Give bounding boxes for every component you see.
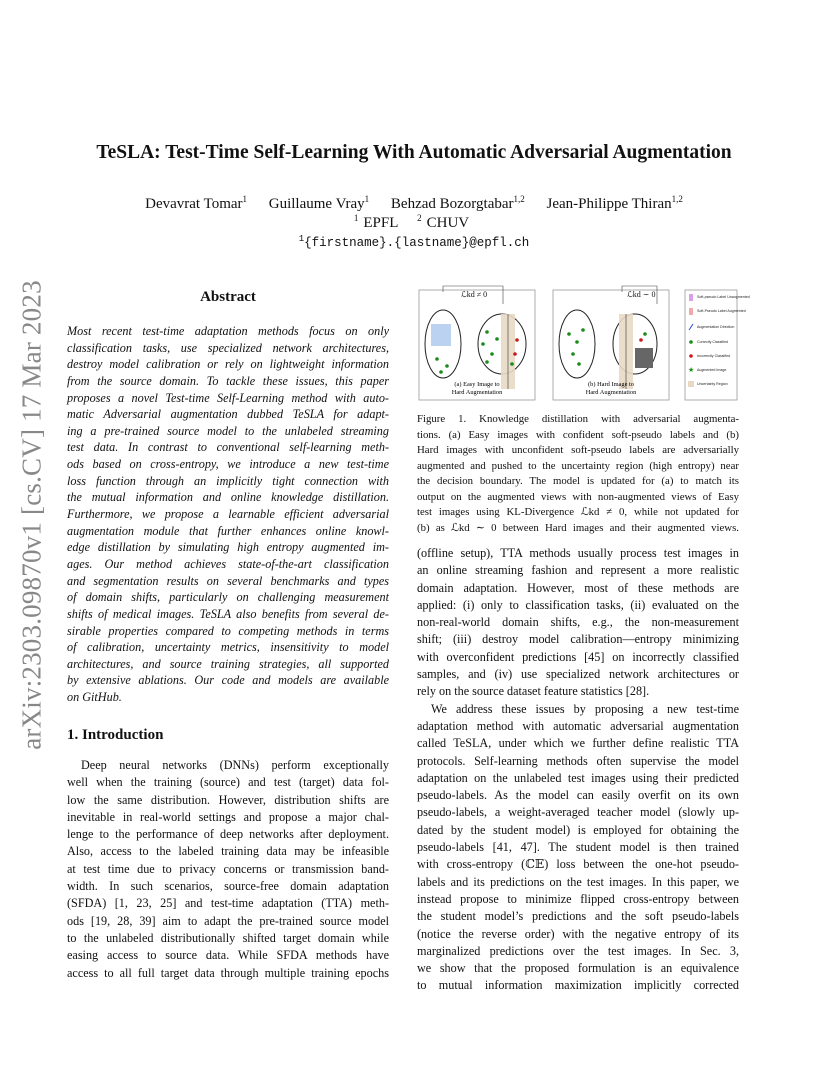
body-line: marginalized predictions over the test images. In Sec. 3, bbox=[417, 943, 739, 958]
body-line: non-real-world domain shifts, e.g., the non-measurement bbox=[417, 615, 739, 630]
caption-line: Figure 1. Knowledge distillation with adversarial augmenta- bbox=[417, 413, 739, 425]
legend-item: Augmented Image bbox=[697, 368, 727, 372]
body-line: shift; (iii) destroy model calibration—entropy minimizing bbox=[417, 632, 739, 647]
body-line: with cross-entropy (ℂ𝔼) loss between the one-hot pseudo- bbox=[417, 857, 739, 872]
intro-line: to the unlabeled distributionally shifted target domain while bbox=[67, 930, 389, 945]
body-line: we show that the proposed formulation is an equivalence bbox=[417, 961, 739, 976]
introduction-body bbox=[67, 757, 389, 982]
body-line: dated by the student model) is employed for obtaining the bbox=[417, 822, 739, 837]
abstract-line: ods based on cross-entropy, we introduce a new test-time bbox=[67, 457, 389, 472]
abstract-line: sirable properties compared to competing methods in terms bbox=[67, 623, 389, 638]
abstract-line: proposes a novel Test-time Self-Learning method with auto- bbox=[67, 390, 389, 405]
body-line: pseudo-labels, a weight-averaged teacher model (slowly up- bbox=[417, 805, 739, 820]
body-line: domain adaptation. However, most of these methods are bbox=[417, 580, 739, 595]
abstract-line: of domain shifts, particularly on challenging measurement bbox=[67, 590, 389, 605]
abstract-line: ages. Our method achieves state-of-the-art classification bbox=[67, 556, 389, 571]
caption-line: Hard images with unconfident soft-pseudo labels are adversarially bbox=[417, 444, 739, 456]
panel-a-label: Hard Augmentation bbox=[451, 389, 503, 396]
abstract-heading: Abstract bbox=[200, 289, 256, 305]
body-line: rely on the source dataset feature statistics [28]. bbox=[417, 684, 650, 699]
body-line: applied: (i) only to classification tasks, (ii) evaluated on the bbox=[417, 597, 739, 612]
intro-line: access to all full target data through multiple training epochs bbox=[67, 965, 389, 980]
intro-line: (SFDA) [1, 23, 25] and test-time adaptation (TTA) meth- bbox=[67, 896, 389, 911]
abstract-line: Furthermore, we propose a learnable efficient adversarial bbox=[67, 507, 389, 522]
intro-line: low the same distribution. However, distribution shifts are bbox=[67, 792, 389, 807]
body-line: pseudo-labels [41, 47]. The student model is then trained bbox=[417, 840, 739, 855]
caption-line: the decision boundary. The model is updated for (a) to match its bbox=[417, 475, 739, 487]
abstract-line: of calibration, uncertainty metrics, insensitivity to model bbox=[67, 640, 389, 655]
body-line: adaptation on the unlabeled test images using their predicted bbox=[417, 770, 739, 785]
abstract-line: classification tasks, use specialized network architectures, bbox=[67, 340, 389, 355]
caption-line: tions. (a) Easy images with confident soft-pseudo labels and (b) bbox=[417, 428, 739, 441]
intro-line: inevitable in real-world settings and propose a major chal- bbox=[67, 809, 389, 824]
intro-line: well when the training (source) and test (target) data fol- bbox=[67, 775, 389, 790]
abstract-line: destroy model calibration or rely on lightweight information bbox=[67, 357, 389, 372]
legend-item: Augmentation Direction bbox=[697, 325, 735, 329]
abstract-line: from the source domain. To tackle these issues, this paper bbox=[67, 373, 389, 388]
abstract-line: augmentation module that further enhances online knowl- bbox=[67, 523, 389, 538]
abstract-line: shifts of medical images. TeSLA also benefits from several de- bbox=[67, 606, 389, 621]
intro-line: Also, access to the labeled training data may be infeasible bbox=[67, 844, 389, 859]
abstract-line: ing a pre-trained source model to the unlabeled streaming bbox=[67, 423, 389, 438]
figure-caption bbox=[417, 412, 739, 536]
contact-email: $^1${firstname}.{lastname}@epfl.ch bbox=[298, 233, 530, 250]
caption-line: (b) as ℒkd ∼ 0 between Hard images and their augmented views. bbox=[417, 521, 739, 534]
abstract-line: loss function through an implicitly tight connection with bbox=[67, 473, 389, 488]
svg-text:★: ★ bbox=[688, 367, 695, 374]
legend-item: Incorrectly Classified bbox=[697, 354, 731, 358]
body-line: adaptation method with automatic adversarial augmentation bbox=[417, 718, 739, 733]
abstract-line: the mutual information and online knowledge distillation. bbox=[67, 490, 389, 505]
body-text-right-column bbox=[417, 545, 739, 995]
abstract-line: Most recent test-time adaptation methods focus on only bbox=[67, 324, 389, 338]
body-line: protocols. Self-learning methods often supervise the model bbox=[417, 753, 739, 768]
intro-line: easing access to source data. While SFDA methods have bbox=[67, 948, 389, 963]
body-line: labels and its predictions on the test images. In this paper, we bbox=[417, 874, 739, 889]
arxiv-watermark: arXiv:2303.09870v1 [cs.CV] 17 Mar 2023 bbox=[16, 280, 47, 750]
kl-loss-label-a: ℒkd ≠ 0 bbox=[461, 290, 488, 299]
abstract-line: test data. In contrast to conventional self-learning meth- bbox=[67, 440, 389, 455]
body-line: pseudo-labels. As the model can easily overfit on its own bbox=[417, 788, 739, 803]
figure-1 bbox=[417, 284, 750, 402]
panel-a-label: (a) Easy Image to bbox=[454, 381, 500, 388]
body-line: to mutual information maximization implicitly corrected bbox=[417, 978, 739, 993]
paper-title: TeSLA: Test-Time Self-Learning With Automatic Adversarial Augmentation bbox=[96, 142, 732, 163]
caption-line: output on the augmented views with non-augmented views of Easy bbox=[417, 490, 739, 503]
body-line: (offline setup), TTA methods usually process test images in bbox=[417, 546, 739, 560]
legend-item: Uncertainty Region bbox=[697, 382, 728, 386]
kl-loss-label-b: ℒkd ∼ 0 bbox=[627, 290, 656, 299]
abstract-body bbox=[67, 323, 389, 706]
body-line: the student model’s predictions and the soft pseudo-labels bbox=[417, 909, 739, 924]
abstract-line: by extensive ablations. Our code and models are available bbox=[67, 673, 389, 688]
caption-line: augmented and pushed to the uncertainty region (high entropy) near bbox=[417, 459, 739, 472]
affiliation: $^1$ EPFL bbox=[353, 213, 399, 231]
body-line: an online streaming fashion and represent a more realistic bbox=[417, 563, 739, 578]
author: Behzad Bozorgtabar$^{1,2}$ bbox=[390, 194, 525, 212]
panel-b-label: (b) Hard Image to bbox=[588, 381, 634, 388]
abstract-line: and segmentation results on several benchmarks and types bbox=[67, 573, 389, 588]
intro-line: Deep neural networks (DNNs) perform exceptionally bbox=[81, 758, 389, 772]
body-line: (notice the reverse order) with the negative entropy of its bbox=[417, 926, 739, 941]
body-line: samples, and (iv) use specialized network architectures or bbox=[417, 667, 739, 682]
affiliations bbox=[0, 215, 828, 232]
body-line: called TeSLA, under which we further define realistic TTA bbox=[417, 736, 739, 751]
abstract-line: architectures, and source training strategies, all supported bbox=[67, 656, 389, 671]
intro-line: width. In such scenarios, source-free domain adaptation bbox=[67, 879, 389, 894]
body-line: with overconfident predictions [45] on incorrectly classified bbox=[417, 649, 739, 664]
introduction-heading: 1. Introduction bbox=[67, 727, 164, 743]
panel-b-label: Hard Augmentation bbox=[585, 389, 637, 396]
author: Guillaume Vray$^1$ bbox=[268, 194, 370, 212]
legend-item: Soft-pseudo Label Unaugmented bbox=[697, 295, 750, 299]
caption-line: test images using KL-Divergence ℒkd ≠ 0, while not updated for bbox=[417, 506, 739, 518]
affiliation: $^2$ CHUV bbox=[417, 213, 470, 231]
intro-line: lenge to the performance of deep networks after deployment. bbox=[67, 827, 389, 842]
author: Jean-Philippe Thiran$^{1,2}$ bbox=[546, 194, 683, 212]
body-line: We address these issues by proposing a new test-time bbox=[431, 701, 739, 716]
author: Devavrat Tomar$^1$ bbox=[145, 194, 248, 212]
abstract-line: on GitHub. bbox=[67, 690, 122, 705]
author-list bbox=[0, 196, 828, 213]
intro-line: ods [19, 28, 39] aim to adapt the pre-trained source model bbox=[67, 913, 389, 928]
body-line: instead propose to minimize flipped cross-entropy between bbox=[417, 891, 739, 906]
intro-line: at test time due to privacy concerns or transmission band- bbox=[67, 861, 389, 876]
abstract-line: matic Adversarial augmentation dubbed TeSLA for adapt- bbox=[67, 407, 389, 422]
legend-item: Correctly Classified bbox=[697, 340, 728, 344]
abstract-line: edge distillation by simulating high entropy augmented im- bbox=[67, 540, 389, 555]
legend-item: Soft-Pseudo Label Augmented bbox=[697, 309, 746, 313]
